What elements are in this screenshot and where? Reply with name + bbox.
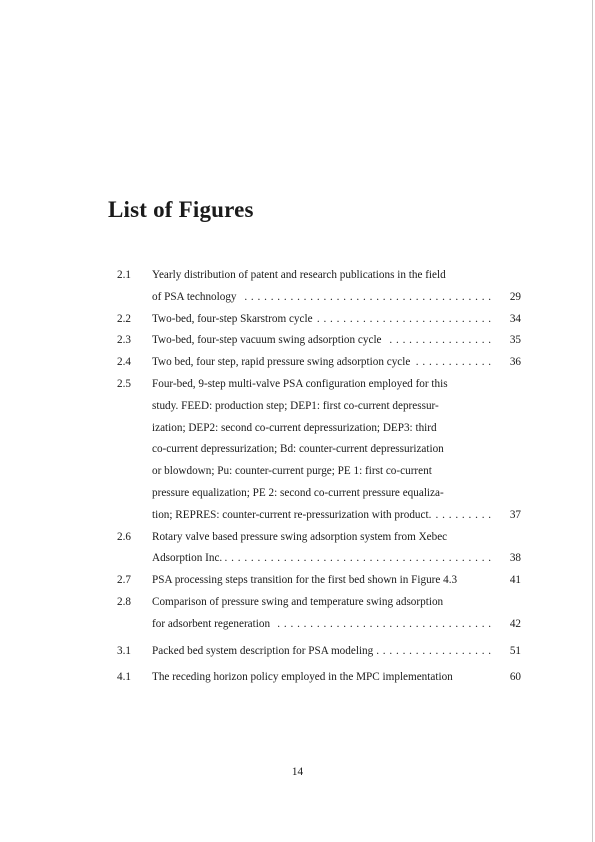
figure-entry-2-3[interactable]: [117, 330, 521, 352]
figure-page-ref: 34: [509, 312, 521, 325]
figure-caption-line: Two bed, four step, rapid pressure swing adsorption cycle: [152, 356, 413, 368]
figure-caption-line: Two-bed, four-step Skarstrom cycle: [152, 313, 316, 325]
figure-number: 2.4: [117, 356, 131, 369]
figure-caption-line: of PSA technology: [152, 291, 240, 303]
figure-number: 2.5: [117, 377, 131, 390]
figure-caption-line: or blowdown; Pu: counter-current purge; PE 1: first co-current: [152, 465, 432, 478]
figure-page-ref: 51: [509, 644, 521, 657]
figure-page-ref: 37: [509, 508, 521, 521]
figure-list: [117, 265, 521, 689]
figure-page-ref: 38: [509, 552, 521, 565]
figure-number: 2.1: [117, 269, 131, 281]
figure-caption-line: Yearly distribution of patent and research publications in the field: [152, 269, 446, 281]
figure-caption-line: PSA processing steps transition for the first bed shown in Figure 4.3: [152, 574, 458, 587]
figure-page-ref: 60: [509, 671, 521, 684]
page-number: 14: [291, 766, 304, 778]
figure-entry-2-7[interactable]: [117, 570, 521, 592]
figure-entry-2-6[interactable]: [117, 527, 521, 571]
figure-number: 4.1: [117, 671, 131, 684]
figure-entry-2-5[interactable]: [117, 374, 521, 527]
page-title: List of Figures: [108, 197, 254, 222]
figure-number: 2.7: [117, 574, 131, 587]
figure-caption-line: pressure equalization; PE 2: second co-current pressure equaliza-: [152, 486, 444, 499]
figure-page-ref: 42: [509, 617, 521, 630]
figure-number: 2.8: [117, 595, 131, 608]
page-edge-line: [592, 0, 593, 842]
figure-entry-3-1[interactable]: [117, 641, 521, 663]
figure-entry-2-8[interactable]: [117, 592, 521, 636]
figure-caption-line: study. FEED: production step; DEP1: first co-current depressur-: [152, 399, 439, 412]
figure-number: 3.1: [117, 644, 131, 657]
figure-number: 2.3: [117, 334, 131, 347]
figure-entry-4-1[interactable]: [117, 667, 521, 689]
figure-caption-line: Adsorption Inc.: [152, 552, 225, 564]
figure-caption-line: ization; DEP2: second co-current depressurization; DEP3: third: [152, 421, 437, 434]
figure-number: 2.2: [117, 312, 131, 325]
figure-caption-line: tion; REPRES: counter-current re-pressurization with product.: [152, 509, 434, 521]
figure-page-ref: 35: [509, 334, 521, 347]
figure-page-ref: 41: [509, 574, 521, 587]
figure-entry-2-4[interactable]: [117, 352, 521, 374]
figure-caption-line: for adsorbent regeneration: [152, 618, 273, 630]
figure-page-ref: 36: [509, 356, 521, 369]
figure-caption-line: Comparison of pressure swing and temperature swing adsorption: [152, 595, 444, 608]
figure-caption-line: Packed bed system description for PSA modeling: [152, 645, 376, 657]
figure-number: 2.6: [117, 530, 131, 543]
figure-caption-line: co-current depressurization; Bd: counter-current depressurization: [152, 443, 444, 456]
figure-caption-line: Four-bed, 9-step multi-valve PSA configuration employed for this: [152, 377, 448, 390]
figure-entry-2-1[interactable]: [117, 265, 521, 309]
figure-entry-2-2[interactable]: [117, 309, 521, 331]
figure-page-ref: 29: [509, 290, 521, 303]
figure-caption-line: The receding horizon policy employed in the MPC implementation: [152, 671, 453, 684]
figure-caption-line: Rotary valve based pressure swing adsorption system from Xebec: [152, 530, 448, 543]
figure-caption-line: Two-bed, four-step vacuum swing adsorption cycle: [152, 334, 385, 346]
